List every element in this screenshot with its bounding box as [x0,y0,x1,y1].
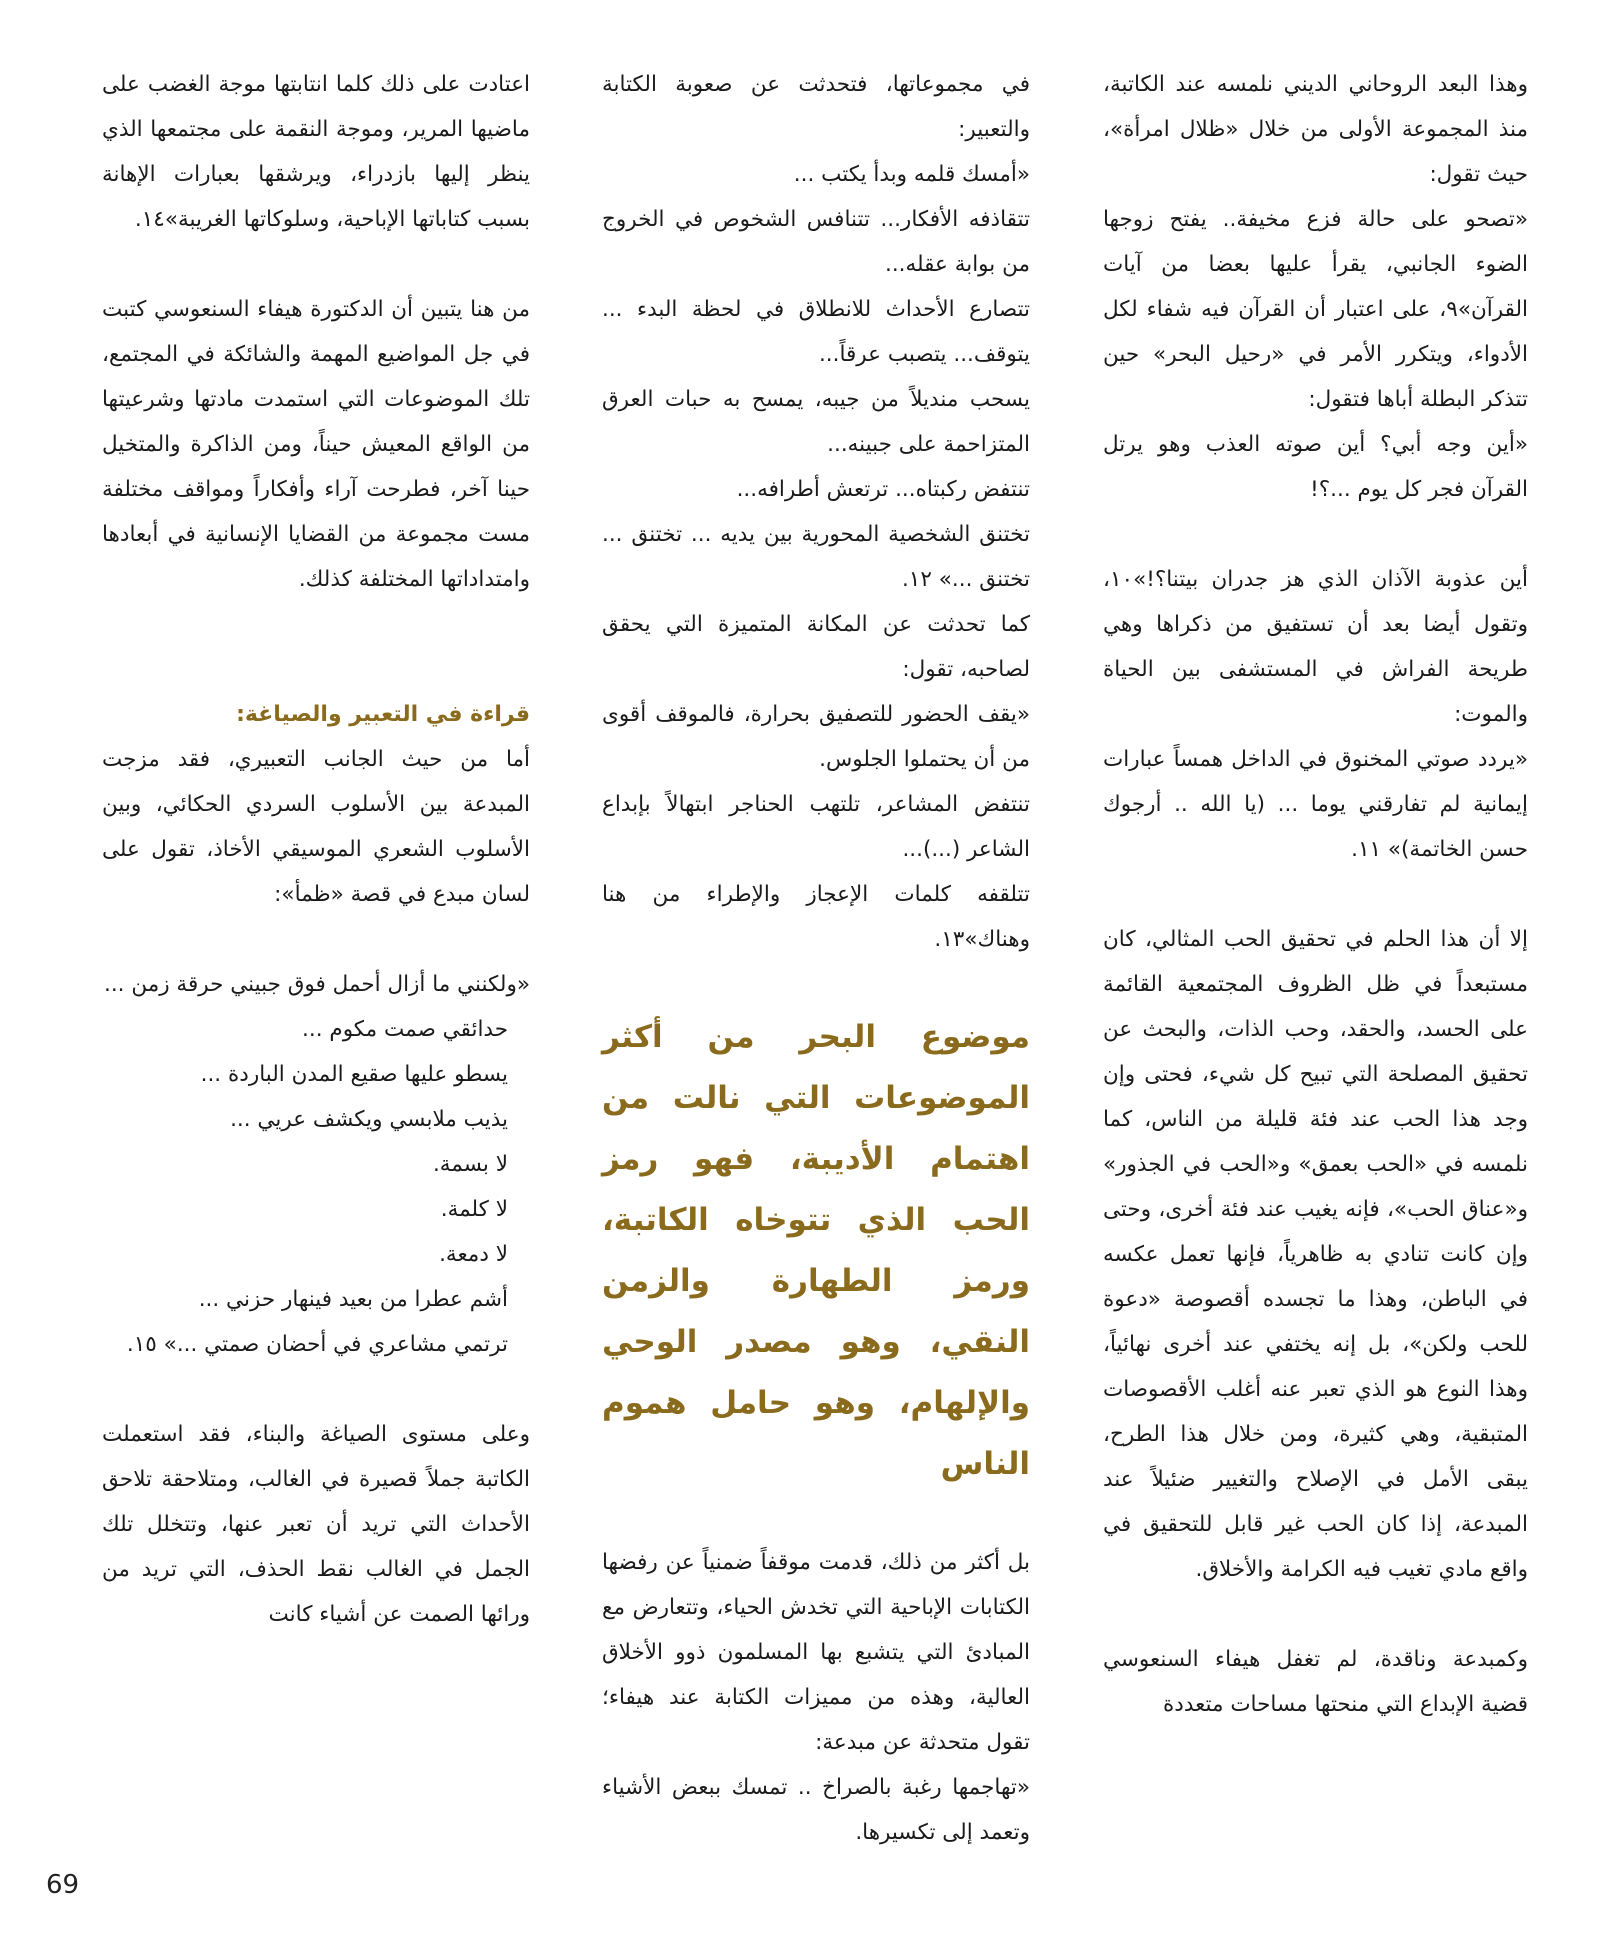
page-number: 69 [46,1870,80,1900]
verse-line: يذيب ملابسي ويكشف عريي ... [230,1107,508,1132]
paragraph: وكمبدعة وناقدة، لم تغفل هيفاء السنعوسي قضية الإبداع التي منحتها مساحات متعددة [1103,1647,1528,1717]
quote-paragraph: «يردد صوتي المخنوق في الداخل همساً عبارات إيمانية لم تفارقني يوما ... (يا الله .. أرجوك حسن الخاتمة)» ١١. [1103,747,1528,862]
quote-line: تختنق الشخصية المحورية بين يديه ... تختنق ... تختنق ...» ١٢. [602,522,1030,592]
right-column [1103,62,1528,1727]
quote-line: يسحب منديلاً من جيبه، يمسح به حبات العرق المتزاحمة على جبينه... [602,387,1030,457]
section-heading: قراءة في التعبير والصياغة: [236,702,530,727]
quote-paragraph: «يقف الحضور للتصفيق بحرارة، فالموقف أقوى من أن يحتملوا الجلوس. [602,702,1030,772]
quote-paragraph: «أين وجه أبي؟ أين صوته العذب وهو يرتل القرآن فجر كل يوم ...؟! [1103,432,1528,502]
verse-line: لا كلمة. [440,1197,508,1222]
paragraph: من هنا يتبين أن الدكتورة هيفاء السنعوسي كتبت في جل المواضيع المهمة والشائكة في المجتمع، تلك الموضوعات التي استمدت مادتها وشرعيتها من الواقع المعيش حيناً، ومن الذاكرة والمتخيل حينا آخر، فطرحت آراء وأفكاراً ومواقف مختلفة مست مجموعة من القضايا الإنسانية في أبعادها وامتداداتها المختلفة كذلك. [102,297,530,592]
paragraph: أين عذوبة الآذان الذي هز جدران بيتنا؟!»١٠، وتقول أيضا بعد أن تستفيق من ذكراها وهي طريحة الفراش في المستشفى بين الحياة والموت: [1103,567,1528,727]
paragraph: أما من حيث الجانب التعبيري، فقد مزجت المبدعة بين الأسلوب السردي الحكائي، وبين الأسلوب الشعري الموسيقي الأخاذ، تقول على لسان مبدع في قصة «ظمأ»: [102,747,530,907]
pull-quote: موضوع البحر من أكثر الموضوعات التي نالت من اهتمام الأديبة، فهو رمز الحب الذي تتوخاه الكاتبة، ورمز الطهارة والزمن النقي، وهو مصدر الوحي والإلهام، وهو حامل هموم الناس [602,1019,1030,1482]
quote-paragraph: تتلقفه كلمات الإعجاز والإطراء من هنا وهناك»١٣. [602,882,1030,952]
quote-paragraph: تنتفض المشاعر، تلتهب الحناجر ابتهالاً بإبداع الشاعر (...)... [602,792,1030,862]
verse-line: حدائقي صمت مكوم ... [302,1017,508,1042]
verse-line: لا دمعة. [439,1242,508,1267]
paragraph: وهذا البعد الروحاني الديني نلمسه عند الكاتبة، منذ المجموعة الأولى من خلال «ظلال امرأة»، حيث تقول: [1103,72,1528,187]
paragraph: كما تحدثت عن المكانة المتميزة التي يحقق لصاحبه، تقول: [602,612,1030,682]
paragraph: اعتادت على ذلك كلما انتابتها موجة الغضب على ماضيها المرير، وموجة النقمة على مجتمعها الذي ينظر إليها بازدراء، ويرشقها بعبارات الإهانة بسبب كتاباتها الإباحية، وسلوكاتها الغريبة»١٤. [102,72,530,232]
verse-line: ترتمي مشاعري في أحضان صمتي ...» ١٥. [126,1332,508,1357]
quote-line: تتصارع الأحداث للانطلاق في لحظة البدء ... يتوقف... يتصبب عرقاً... [602,297,1030,367]
verse-line: أشم عطرا من بعيد فينهار حزني ... [198,1287,508,1312]
verse-line: لا بسمة. [432,1152,508,1177]
quote-paragraph: «ولكنني ما أزال أحمل فوق جبيني حرقة زمن ... [104,972,530,997]
middle-column [602,62,1030,1855]
paragraph: إلا أن هذا الحلم في تحقيق الحب المثالي، كان مستبعداً في ظل الظروف المجتمعية القائمة على الحسد، والحقد، وحب الذات، والبحث عن تحقيق المصلحة التي تبيح كل شيء، فحتى وإن وجد هذا الحب عند فئة قليلة من الناس، كما نلمسه في «الحب بعمق» و«الحب في الجذور» و«عناق الحب»، فإنه يغيب عند فئة أخرى، وحتى وإن كانت تنادي به ظاهرياً، فإنها تعمل عكسه في الباطن، وهذا ما تجسده أقصوصة «دعوة للحب ولكن»، بل إنه يختفي عند أخرى نهائياً، وهذا النوع هو الذي تعبر عنه أغلب الأقصوصات المتبقية، وهي كثيرة، ومن خلال هذا الطرح، يبقى الأمل في الإصلاح والتغيير ضئيلاً عند المبدعة، إذا كان الحب غير قابل للتحقيق في واقع مادي تغيب فيه الكرامة والأخلاق. [1103,927,1528,1582]
quote-paragraph: «تصحو على حالة فزع مخيفة.. يفتح زوجها الضوء الجانبي، يقرأ عليها بعضا من آيات القرآن»٩، على اعتبار أن القرآن فيه شفاء لكل الأدواء، ويتكرر الأمر في «رحيل البحر» حين تتذكر البطلة أباها فتقول: [1103,207,1528,412]
quote-line: تتقاذفه الأفكار... تتنافس الشخوص في الخروج من بوابة عقله... [602,207,1030,277]
left-column [102,62,530,1637]
paragraph: بل أكثر من ذلك، قدمت موقفاً ضمنياً عن رفضها الكتابات الإباحية التي تخدش الحياء، وتتعارض مع المبادئ التي يتشبع بها المسلمون ذوو الأخلاق العالية، وهذه من مميزات الكتابة عند هيفاء؛ تقول متحدثة عن مبدعة: [602,1550,1030,1755]
paragraph: في مجموعاتها، فتحدثت عن صعوبة الكتابة والتعبير: [602,72,1030,142]
quote-line: تنتفض ركبتاه... ترتعش أطرافه... [736,477,1030,502]
verse-line: يسطو عليها صقيع المدن الباردة ... [200,1062,508,1087]
quote-line: «أمسك قلمه وبدأ يكتب ... [793,162,1030,187]
paragraph: وعلى مستوى الصياغة والبناء، فقد استعملت الكاتبة جملاً قصيرة في الغالب، ومتلاحقة تلاحق الأحداث التي تريد أن تعبر عنها، وتتخلل تلك الجمل في الغالب نقط الحذف، التي تريد من ورائها الصمت عن أشياء كانت [102,1422,530,1627]
quote-paragraph: «تهاجمها رغبة بالصراخ .. تمسك ببعض الأشياء وتعمد إلى تكسيرها. [602,1775,1030,1845]
